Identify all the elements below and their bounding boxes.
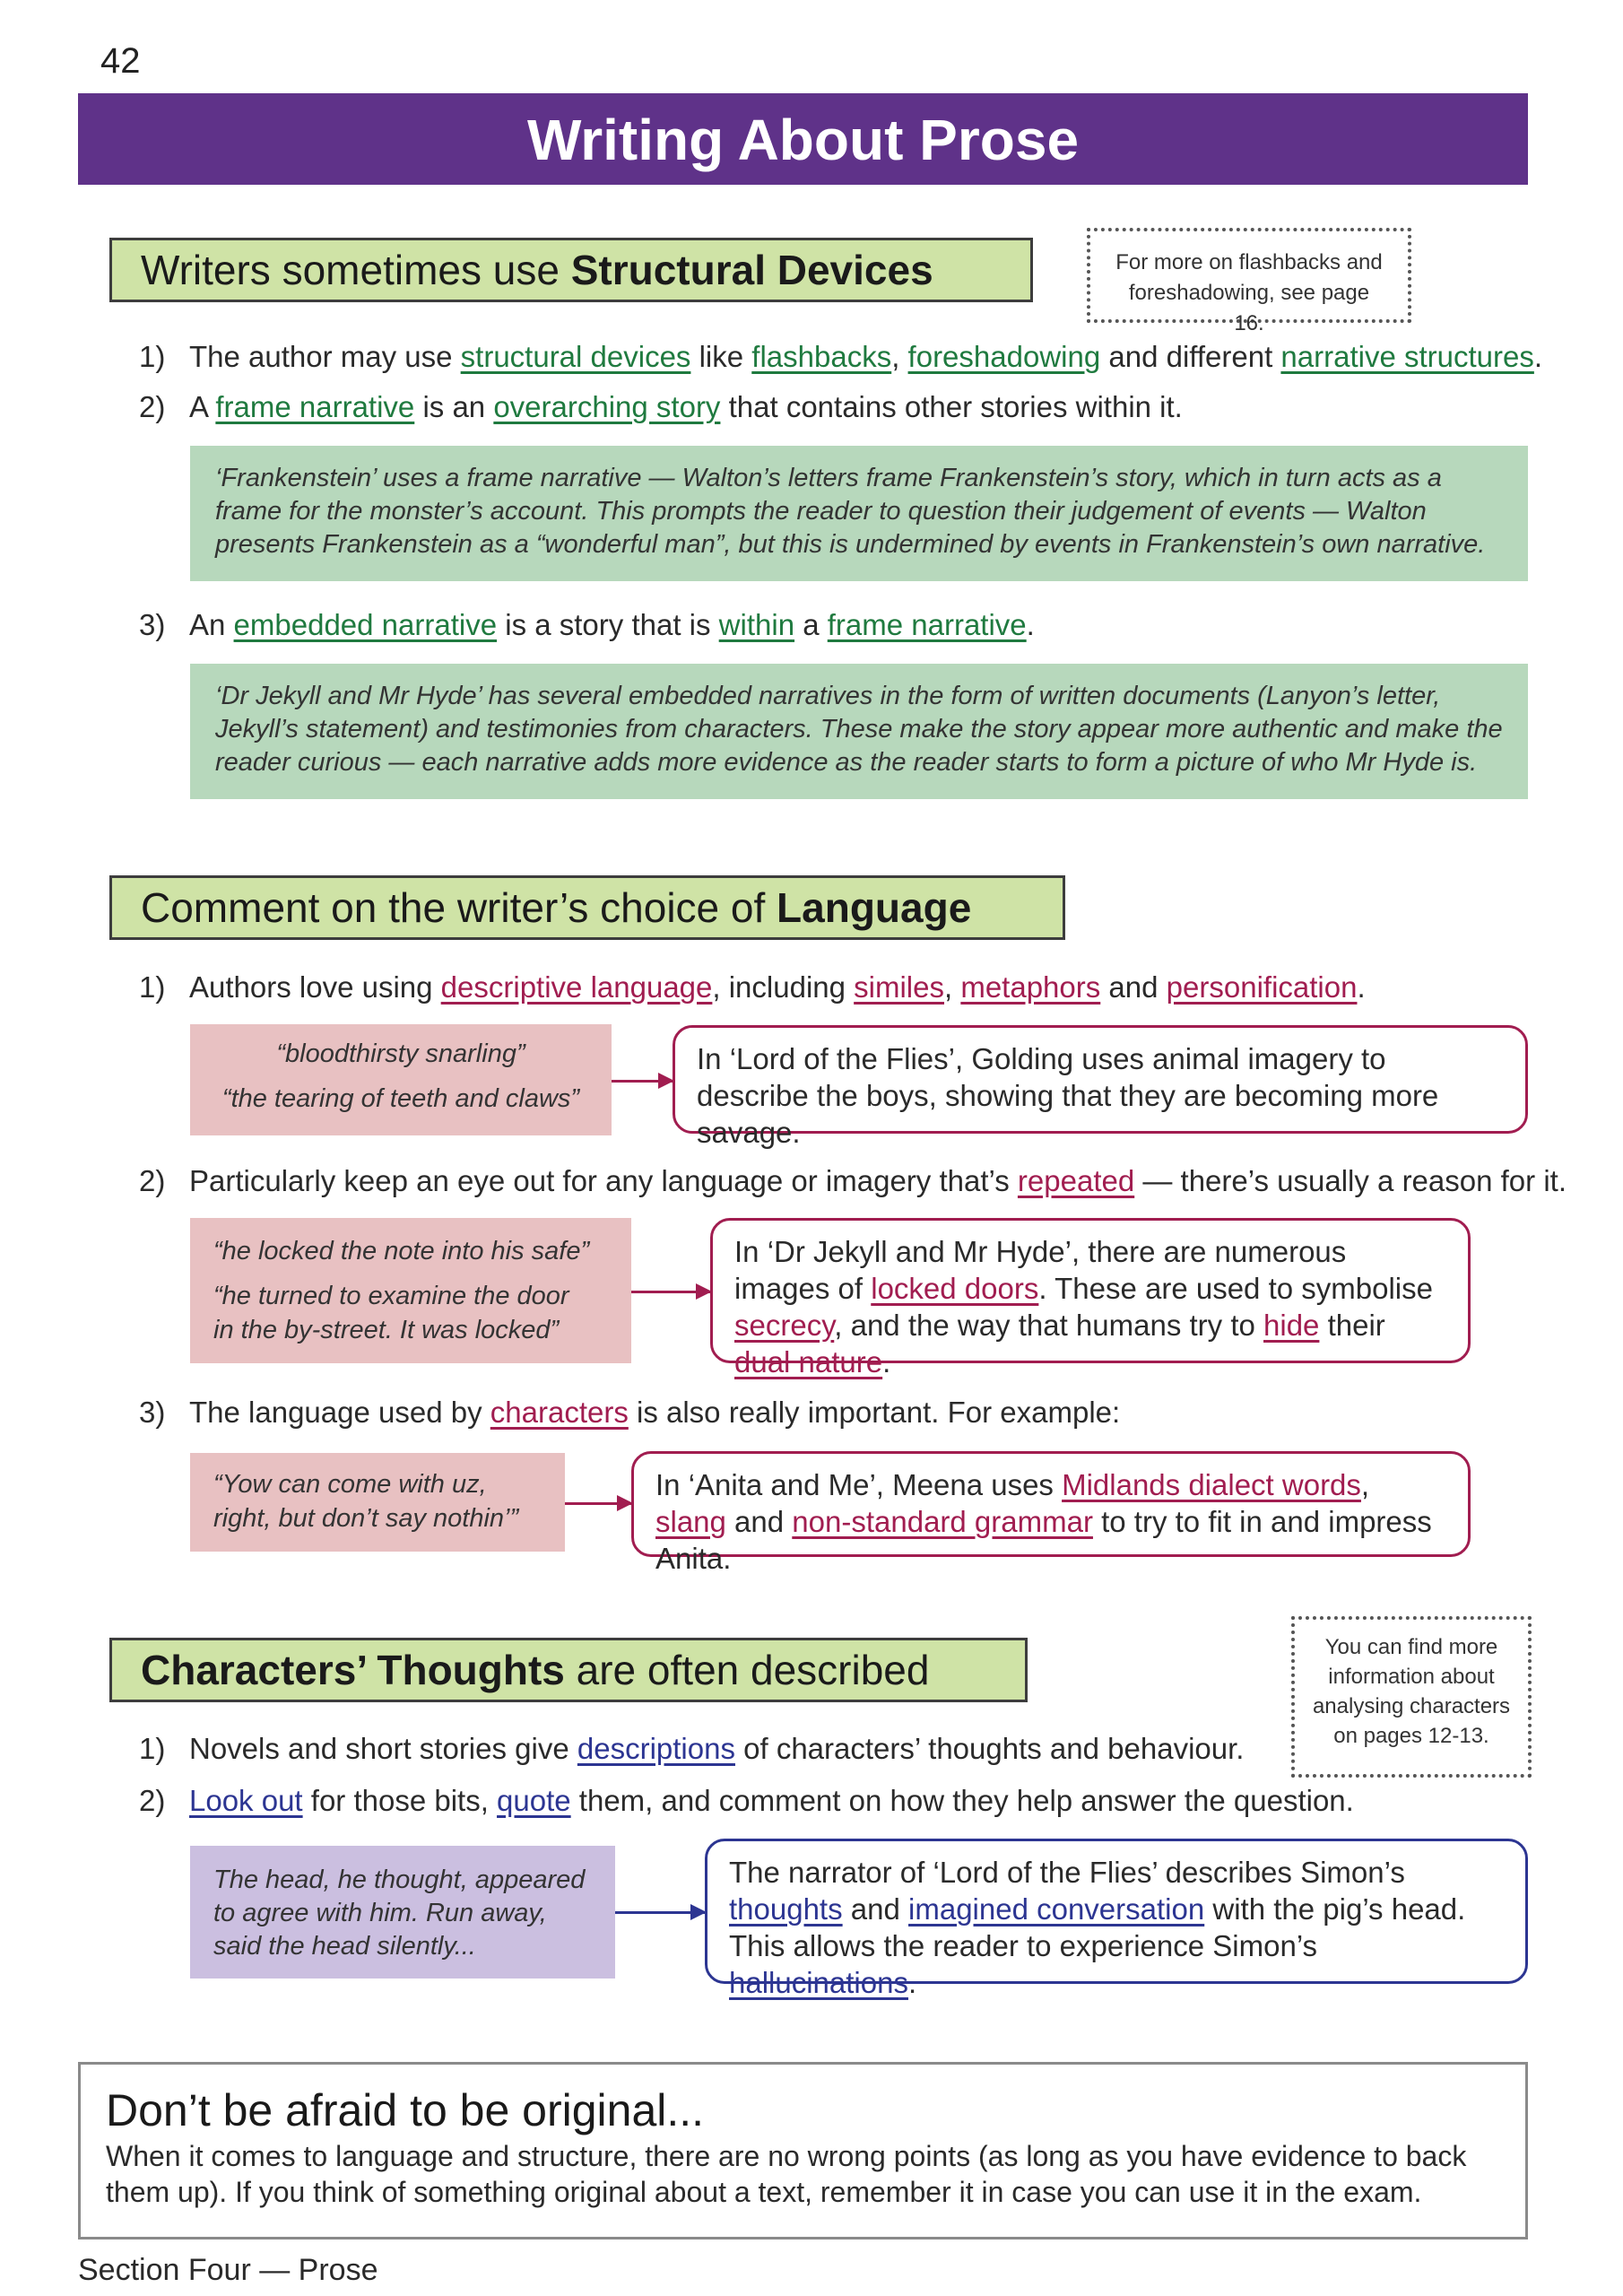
heading-bold-text: Structural Devices bbox=[570, 247, 933, 293]
page-number: 42 bbox=[100, 41, 141, 81]
item-number: 2) bbox=[139, 1784, 166, 1817]
text: their bbox=[1319, 1309, 1385, 1342]
keyword: quote bbox=[497, 1784, 571, 1817]
keyword: hide bbox=[1263, 1309, 1320, 1342]
quote-line: “he locked the note into his safe” bbox=[213, 1237, 590, 1265]
keyword: similes bbox=[854, 970, 944, 1004]
text: A bbox=[189, 390, 216, 423]
heading-text: Comment on the writer’s choice of bbox=[141, 884, 777, 931]
arrow-right-icon bbox=[612, 1080, 673, 1083]
item-number: 3) bbox=[139, 1396, 166, 1429]
quote-box-1 bbox=[190, 1024, 612, 1135]
text: — there’s usually a reason for it. bbox=[1134, 1164, 1567, 1197]
answer-box-1: In ‘Lord of the Flies’, Golding uses animal imagery to describe the boys, showing that they are becoming more savage. bbox=[673, 1025, 1528, 1134]
page-title: Writing About Prose bbox=[78, 93, 1528, 185]
text: Authors love using bbox=[189, 970, 441, 1004]
item-number: 3) bbox=[139, 608, 166, 641]
keyword: hallucinations bbox=[729, 1966, 908, 1999]
structure-item-3 bbox=[139, 605, 1035, 645]
tip-box bbox=[78, 2062, 1528, 2239]
thoughts-heading bbox=[109, 1638, 1028, 1702]
keyword: imagined conversation bbox=[908, 1892, 1205, 1926]
keyword: thoughts bbox=[729, 1892, 843, 1926]
keyword: foreshadowing bbox=[907, 340, 1101, 373]
text: , bbox=[891, 340, 908, 373]
keyword: structural devices bbox=[460, 340, 691, 373]
text: In ‘Dr Jekyll and Mr Hyde’, there are numerous images of bbox=[734, 1235, 1347, 1305]
thoughts-quote-box: The head, he thought, appeared to agree with him. Run away, said the head silently... bbox=[190, 1846, 615, 1979]
quote-line: in the by-street. It was locked” bbox=[213, 1316, 560, 1344]
text: of characters’ thoughts and behaviour. bbox=[734, 1732, 1245, 1765]
text: . bbox=[1357, 970, 1366, 1004]
quote-line: “he turned to examine the door bbox=[213, 1282, 569, 1310]
quote-line: “the tearing of teeth and claws” bbox=[221, 1084, 580, 1113]
answer-box-3 bbox=[631, 1451, 1471, 1575]
language-item-1 bbox=[139, 968, 1366, 1007]
item-number: 1) bbox=[139, 1732, 166, 1765]
text: with the pig’s head. This allows the reader to experience Simon’s bbox=[729, 1892, 1466, 1962]
structure-item-1 bbox=[139, 337, 1542, 377]
keyword: descriptions bbox=[577, 1732, 735, 1765]
quote-line: “bloodthirsty snarling” bbox=[276, 1039, 525, 1068]
arrow-right-icon bbox=[615, 1911, 705, 1914]
language-item-2 bbox=[139, 1161, 1567, 1201]
text: and different bbox=[1100, 340, 1281, 373]
text: is an bbox=[414, 390, 494, 423]
note-line: analysing characters bbox=[1312, 1694, 1511, 1718]
item-number: 1) bbox=[139, 970, 166, 1004]
keyword: narrative structures bbox=[1280, 340, 1534, 373]
tip-body: When it comes to language and structure, there are no wrong points (as long as you have evidence to back them up). If you think of something original about a text, remember it in case you can use it in the exam. bbox=[106, 2140, 1467, 2208]
text: The narrator of ‘Lord of the Flies’ describes Simon’s bbox=[729, 1856, 1405, 1889]
characters-note bbox=[1291, 1616, 1532, 1778]
text: . These are used to symbolise bbox=[1038, 1272, 1433, 1305]
keyword: flashbacks bbox=[751, 340, 892, 373]
language-item-3 bbox=[139, 1393, 1120, 1432]
heading-text: are often described bbox=[564, 1647, 930, 1693]
heading-bold-text: Language bbox=[777, 884, 972, 931]
quote-line: right, but don’t say nothin’” bbox=[213, 1504, 519, 1533]
note-line: You can find more bbox=[1324, 1635, 1498, 1659]
text: , bbox=[944, 970, 961, 1004]
note-line: on pages 12-13. bbox=[1333, 1724, 1489, 1748]
keyword: personification bbox=[1166, 970, 1358, 1004]
keyword: Midlands dialect words bbox=[1062, 1468, 1361, 1501]
tip-title: Don’t be afraid to be original... bbox=[106, 2085, 705, 2135]
keyword: frame narrative bbox=[827, 608, 1027, 641]
text: a bbox=[794, 608, 828, 641]
arrow-right-icon bbox=[631, 1291, 710, 1293]
text: for those bits, bbox=[302, 1784, 498, 1817]
keyword: frame narrative bbox=[215, 390, 415, 423]
text: like bbox=[690, 340, 752, 373]
note-line: information about bbox=[1328, 1665, 1495, 1689]
text: , and the way that humans try to bbox=[834, 1309, 1264, 1342]
text: is a story that is bbox=[497, 608, 719, 641]
text: . bbox=[1533, 340, 1543, 373]
text: The author may use bbox=[189, 340, 461, 373]
language-heading bbox=[109, 875, 1065, 940]
keyword: dual nature bbox=[734, 1345, 883, 1378]
keyword: Look out bbox=[189, 1784, 303, 1817]
jekyll-example: ‘Dr Jekyll and Mr Hyde’ has several embedded narratives in the form of written documents (Lanyon’s letter, Jekyll’s statement) and testimonies from characters. These make the story appear more authentic and make the reader curious — each narrative adds more evidence as the reader starts to form a picture of who Mr Hyde is. bbox=[190, 664, 1528, 799]
keyword: embedded narrative bbox=[233, 608, 498, 641]
heading-bold-text: Characters’ Thoughts bbox=[141, 1647, 565, 1693]
quote-box-3 bbox=[190, 1453, 565, 1552]
arrow-right-icon bbox=[565, 1502, 631, 1505]
thoughts-answer-box bbox=[705, 1839, 1528, 1999]
text: , bbox=[1360, 1468, 1370, 1501]
keyword: characters bbox=[490, 1396, 629, 1429]
text: In ‘Anita and Me’, Meena uses bbox=[655, 1468, 1063, 1501]
text: that contains other stories within it. bbox=[720, 390, 1183, 423]
answer-box-2 bbox=[710, 1218, 1471, 1378]
thoughts-item-1 bbox=[139, 1729, 1244, 1769]
keyword: secrecy bbox=[734, 1309, 835, 1342]
text: , including bbox=[712, 970, 855, 1004]
text: is also really important. For example: bbox=[628, 1396, 1121, 1429]
flashback-note bbox=[1087, 228, 1411, 335]
text: to try to fit in and impress Anita. bbox=[655, 1505, 1432, 1575]
text: Particularly keep an eye out for any language or imagery that’s bbox=[189, 1164, 1018, 1197]
frankenstein-example: ‘Frankenstein’ uses a frame narrative — Walton’s letters frame Frankenstein’s story, which in turn acts as a frame for the monster’s account. This prompts the reader to question their judgement of events — Walton presents Frankenstein as a “wonderful man”, but this is undermined by events in Frankenstein’s own narrative. bbox=[190, 446, 1528, 581]
keyword: locked doors bbox=[871, 1272, 1039, 1305]
keyword: within bbox=[718, 608, 795, 641]
text: An bbox=[189, 608, 234, 641]
keyword: slang bbox=[655, 1505, 726, 1538]
structure-item-2 bbox=[139, 387, 1183, 427]
text: The language used by bbox=[189, 1396, 490, 1429]
keyword: overarching story bbox=[493, 390, 721, 423]
footer-section-label: Section Four — Prose bbox=[78, 2253, 378, 2287]
text: . bbox=[1026, 608, 1035, 641]
keyword: descriptive language bbox=[440, 970, 713, 1004]
thoughts-item-2 bbox=[139, 1781, 1354, 1821]
text: . bbox=[907, 1966, 917, 1999]
item-number: 2) bbox=[139, 390, 166, 423]
note-line: For more on flashbacks and bbox=[1115, 250, 1383, 274]
note-line: foreshadowing, see page 16. bbox=[1128, 281, 1370, 335]
text: . bbox=[882, 1345, 891, 1378]
keyword: repeated bbox=[1017, 1164, 1135, 1197]
text: and bbox=[842, 1892, 909, 1926]
quote-line: “Yow can come with uz, bbox=[213, 1470, 487, 1499]
structure-heading bbox=[109, 238, 1033, 302]
keyword: metaphors bbox=[960, 970, 1101, 1004]
text: and bbox=[725, 1505, 793, 1538]
item-number: 2) bbox=[139, 1164, 166, 1197]
item-number: 1) bbox=[139, 340, 166, 373]
heading-text: Writers sometimes use bbox=[141, 247, 571, 293]
text: them, and comment on how they help answer the question. bbox=[570, 1784, 1354, 1817]
quote-box-2 bbox=[190, 1218, 631, 1363]
text: and bbox=[1100, 970, 1167, 1004]
keyword: non-standard grammar bbox=[792, 1505, 1093, 1538]
text: Novels and short stories give bbox=[189, 1732, 577, 1765]
